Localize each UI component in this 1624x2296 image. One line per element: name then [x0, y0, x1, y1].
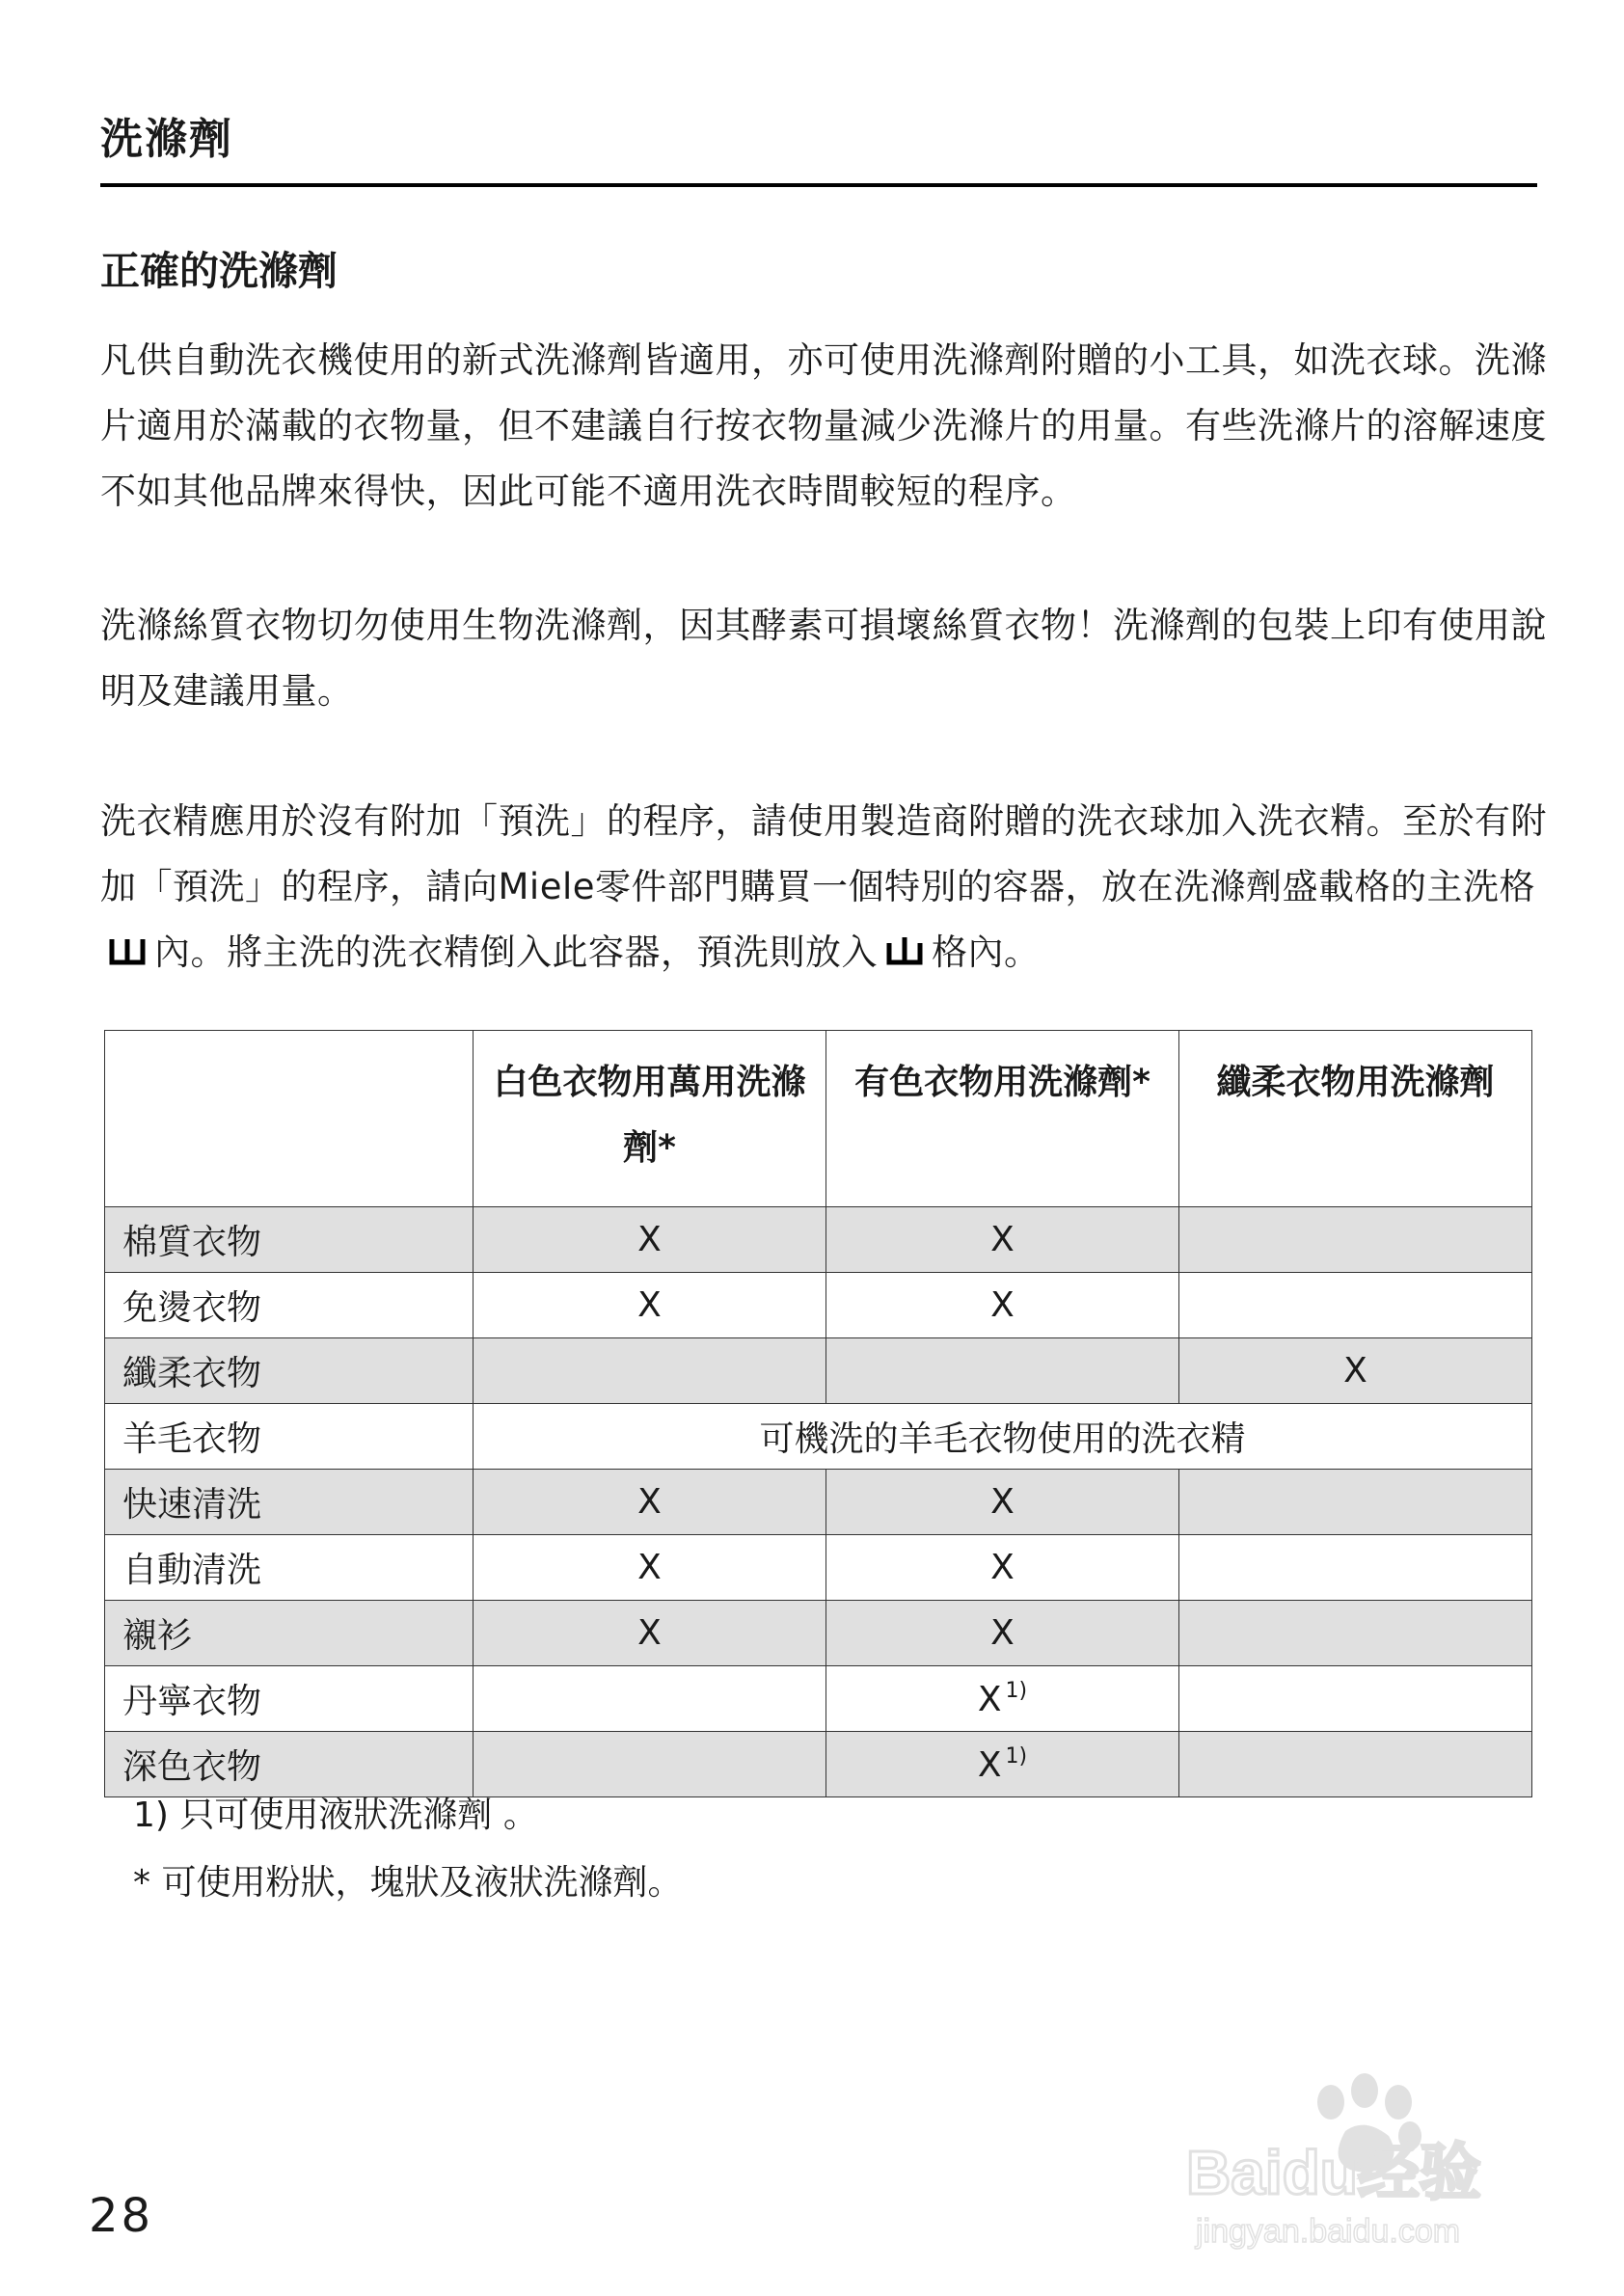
paragraph-detergent-general: 凡供自動洗衣機使用的新式洗滌劑皆適用，亦可使用洗滌劑附贈的小工具，如洗衣球。洗滌片適用於滿載的衣物量，但不建議自行按衣物量減少洗滌片的用量。有些洗滌片的溶解速度不如其他品牌來得快，因此可能不適用洗衣時間較短的程序。: [100, 339, 1547, 512]
subsection-title: 正確的洗滌劑: [100, 248, 338, 294]
table-row: [105, 1535, 1532, 1601]
baidu-watermark: [1157, 2064, 1543, 2256]
cell: X: [474, 1470, 826, 1535]
merged-cell: 可機洗的羊毛衣物使用的洗衣精: [474, 1404, 1532, 1470]
table-row: [105, 1207, 1532, 1273]
cell: [1179, 1732, 1532, 1797]
table-row: [105, 1601, 1532, 1666]
main-wash-compartment-icon: [108, 933, 147, 968]
detergent-table: [104, 1030, 1532, 1797]
footnote-ref: 1): [1005, 1743, 1028, 1769]
row-label: 纖柔衣物: [105, 1338, 474, 1404]
table-header-delicates: 纖柔衣物用洗滌劑: [1179, 1031, 1532, 1207]
title-rule: [100, 183, 1537, 187]
footnote-liquid-only: 1) 只可使用液狀洗滌劑 。: [133, 1796, 538, 1835]
row-label: 免燙衣物: [105, 1273, 474, 1338]
paragraph-liquid-detergent: [100, 789, 1547, 986]
paw-logo-icon: [1157, 2064, 1543, 2256]
table-header-row: [105, 1031, 1532, 1207]
cell: [1179, 1273, 1532, 1338]
cell: [1179, 1666, 1532, 1732]
row-label: 棉質衣物: [105, 1207, 474, 1273]
row-label: 快速清洗: [105, 1470, 474, 1535]
cell: X: [826, 1470, 1179, 1535]
row-label: 自動清洗: [105, 1535, 474, 1601]
table-row: [105, 1338, 1532, 1404]
cell: X: [826, 1535, 1179, 1601]
row-label: 襯衫: [105, 1601, 474, 1666]
paragraph-liquid-a: 洗衣精應用於沒有附加「預洗」的程序，請使用製造商附贈的洗衣球加入洗衣精。至於有附加「預洗」的程序，請向Miele零件部門購買一個特別的容器，放在洗滌劑盛載格的主洗格: [100, 800, 1547, 907]
table-row: [105, 1732, 1532, 1797]
cell: X: [826, 1601, 1179, 1666]
table-row: [105, 1404, 1532, 1470]
cell: [1179, 1601, 1532, 1666]
table-row: [105, 1666, 1532, 1732]
table-header-corner: [105, 1031, 474, 1207]
cell: X: [474, 1207, 826, 1273]
cell: [1179, 1470, 1532, 1535]
cell: [1179, 1535, 1532, 1601]
page-number: 28: [89, 2189, 154, 2243]
section-title: 洗滌劑: [100, 115, 233, 164]
row-label: 丹寧衣物: [105, 1666, 474, 1732]
table-row: [105, 1470, 1532, 1535]
watermark-brand: Baidu经验: [1186, 2138, 1481, 2207]
table-row: [105, 1273, 1532, 1338]
cell: X: [474, 1601, 826, 1666]
cell: [826, 1732, 1179, 1797]
paragraph-liquid-c: 格內。: [932, 932, 1041, 973]
cell: [1179, 1207, 1532, 1273]
table-header-colour: 有色衣物用洗滌劑*: [826, 1031, 1179, 1207]
cell: X: [1179, 1338, 1532, 1404]
cell: X: [826, 1273, 1179, 1338]
prewash-compartment-icon: [885, 933, 924, 968]
cell: [826, 1338, 1179, 1404]
cell: [474, 1732, 826, 1797]
paragraph-liquid-b: 內。將主洗的洗衣精倒入此容器，預洗則放入: [154, 932, 878, 973]
watermark-url: jingyan.baidu.com: [1196, 2213, 1461, 2250]
cell: X: [474, 1535, 826, 1601]
footnote-all-forms: * 可使用粉狀，塊狀及液狀洗滌劑。: [133, 1863, 683, 1903]
footnote-ref: 1): [1005, 1678, 1028, 1703]
cell: [474, 1666, 826, 1732]
cell: X: [826, 1207, 1179, 1273]
cell: X: [474, 1273, 826, 1338]
cell-mark: X: [977, 1744, 1002, 1785]
row-label: 羊毛衣物: [105, 1404, 474, 1470]
paragraph-silk-warning: 洗滌絲質衣物切勿使用生物洗滌劑，因其酵素可損壞絲質衣物！洗滌劑的包裝上印有使用說明及建議用量。: [100, 605, 1547, 712]
cell: [826, 1666, 1179, 1732]
cell-mark: X: [977, 1679, 1002, 1719]
row-label: 深色衣物: [105, 1732, 474, 1797]
cell: [474, 1338, 826, 1404]
table-header-universal: 白色衣物用萬用洗滌劑*: [474, 1031, 826, 1207]
